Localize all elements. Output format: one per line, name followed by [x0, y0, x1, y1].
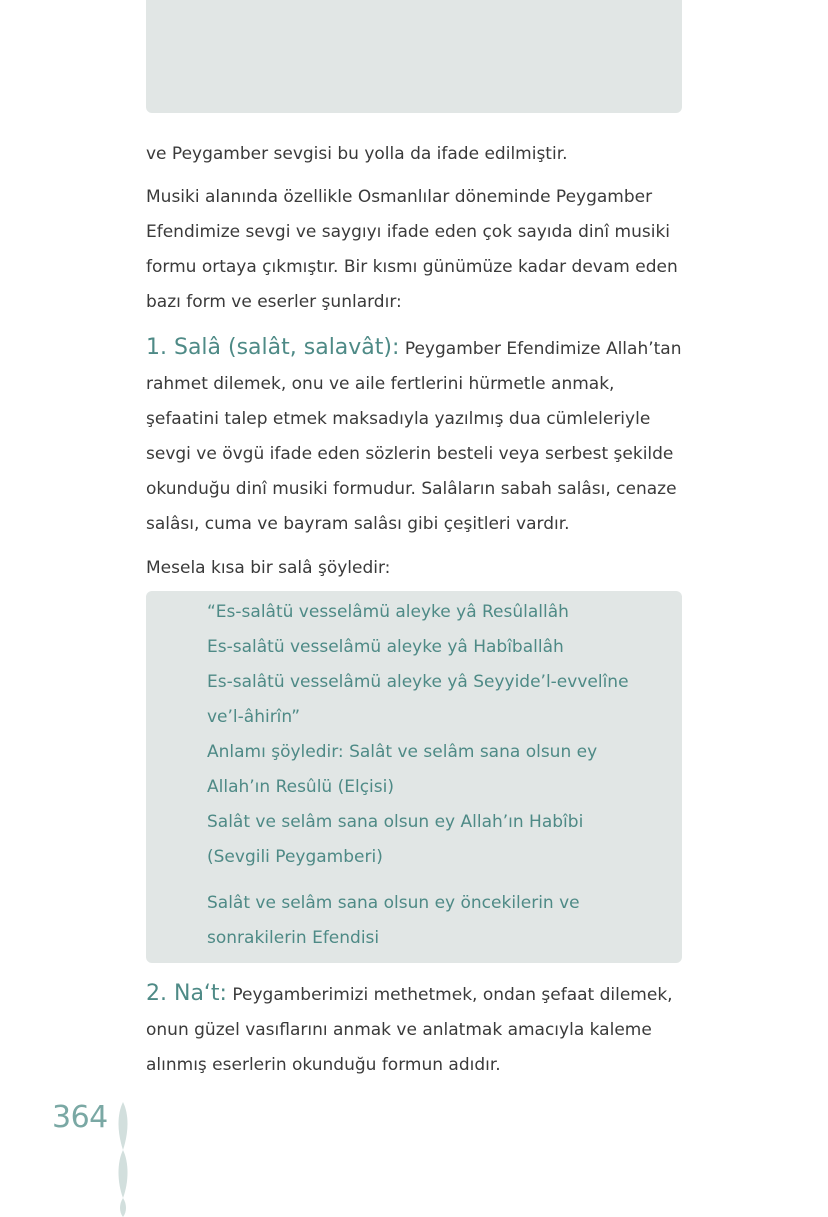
page-ornament-icon: [114, 1102, 132, 1217]
quote-line: (Sevgili Peygamberi): [207, 847, 383, 867]
quote-line: Es-salâtü vesselâmü aleyke yâ Seyyide’l-evvelîne: [207, 672, 629, 692]
top-decorative-box: [146, 0, 682, 113]
quote-line: Es-salâtü vesselâmü aleyke yâ Habîballâh: [207, 637, 564, 657]
section-nat: [146, 976, 686, 1083]
section-sala: [146, 330, 686, 542]
quote-lines: [207, 595, 667, 875]
quote-line: Salât ve selâm sana olsun ey öncekilerin ve: [207, 893, 580, 913]
quote-line: Allah’ın Resûlü (Elçisi): [207, 777, 394, 797]
section-heading-sala: 1. Salâ (salât, salavât):: [146, 335, 400, 360]
paragraph-example-intro: Mesela kısa bir salâ şöyledir:: [146, 558, 391, 578]
section-body-sala: Peygamber Efendimize Allah’tan rahmet dilemek, onu ve aile fertlerini hürmetle anmak, şefaatini talep etmek maksadıyla yazılmış dua cümleleriyle sevgi ve övgü ifade eden sözlerin besteli veya serbest şekilde okunduğu dinî musiki formudur. Salâların sabah salâsı, cenaze salâsı, cuma ve bayram salâsı gibi çeşitleri vardır.: [146, 339, 682, 534]
quote-line: Salât ve selâm sana olsun ey Allah’ın Habîbi: [207, 812, 584, 832]
paragraph-intro-end: ve Peygamber sevgisi bu yolla da ifade edilmiştir.: [146, 144, 568, 164]
section-body-nat: Peygamberimizi methetmek, ondan şefaat dilemek, onun güzel vasıflarını anmak ve anlatmak amacıyla kaleme alınmış eserlerin okunduğu formun adıdır.: [146, 985, 673, 1075]
page-number: 364: [52, 1100, 108, 1135]
quote-final-lines: [207, 886, 667, 956]
quote-line: sonrakilerin Efendisi: [207, 928, 380, 948]
quote-line: “Es-salâtü vesselâmü aleyke yâ Resûlallâh: [207, 602, 569, 622]
section-heading-nat: 2. Na‘t:: [146, 981, 227, 1006]
quote-line: ve’l-âhirîn”: [207, 707, 301, 727]
paragraph-musiki: Musiki alanında özellikle Osmanlılar döneminde Peygamber Efendimize sevgi ve saygıyı ifade eden çok sayıda dinî musiki formu ortaya çıkmıştır. Bir kısmı günümüze kadar devam eden bazı form ve eserler şunlardır:: [146, 187, 678, 312]
quote-line: Anlamı şöyledir: Salât ve selâm sana olsun ey: [207, 742, 598, 762]
